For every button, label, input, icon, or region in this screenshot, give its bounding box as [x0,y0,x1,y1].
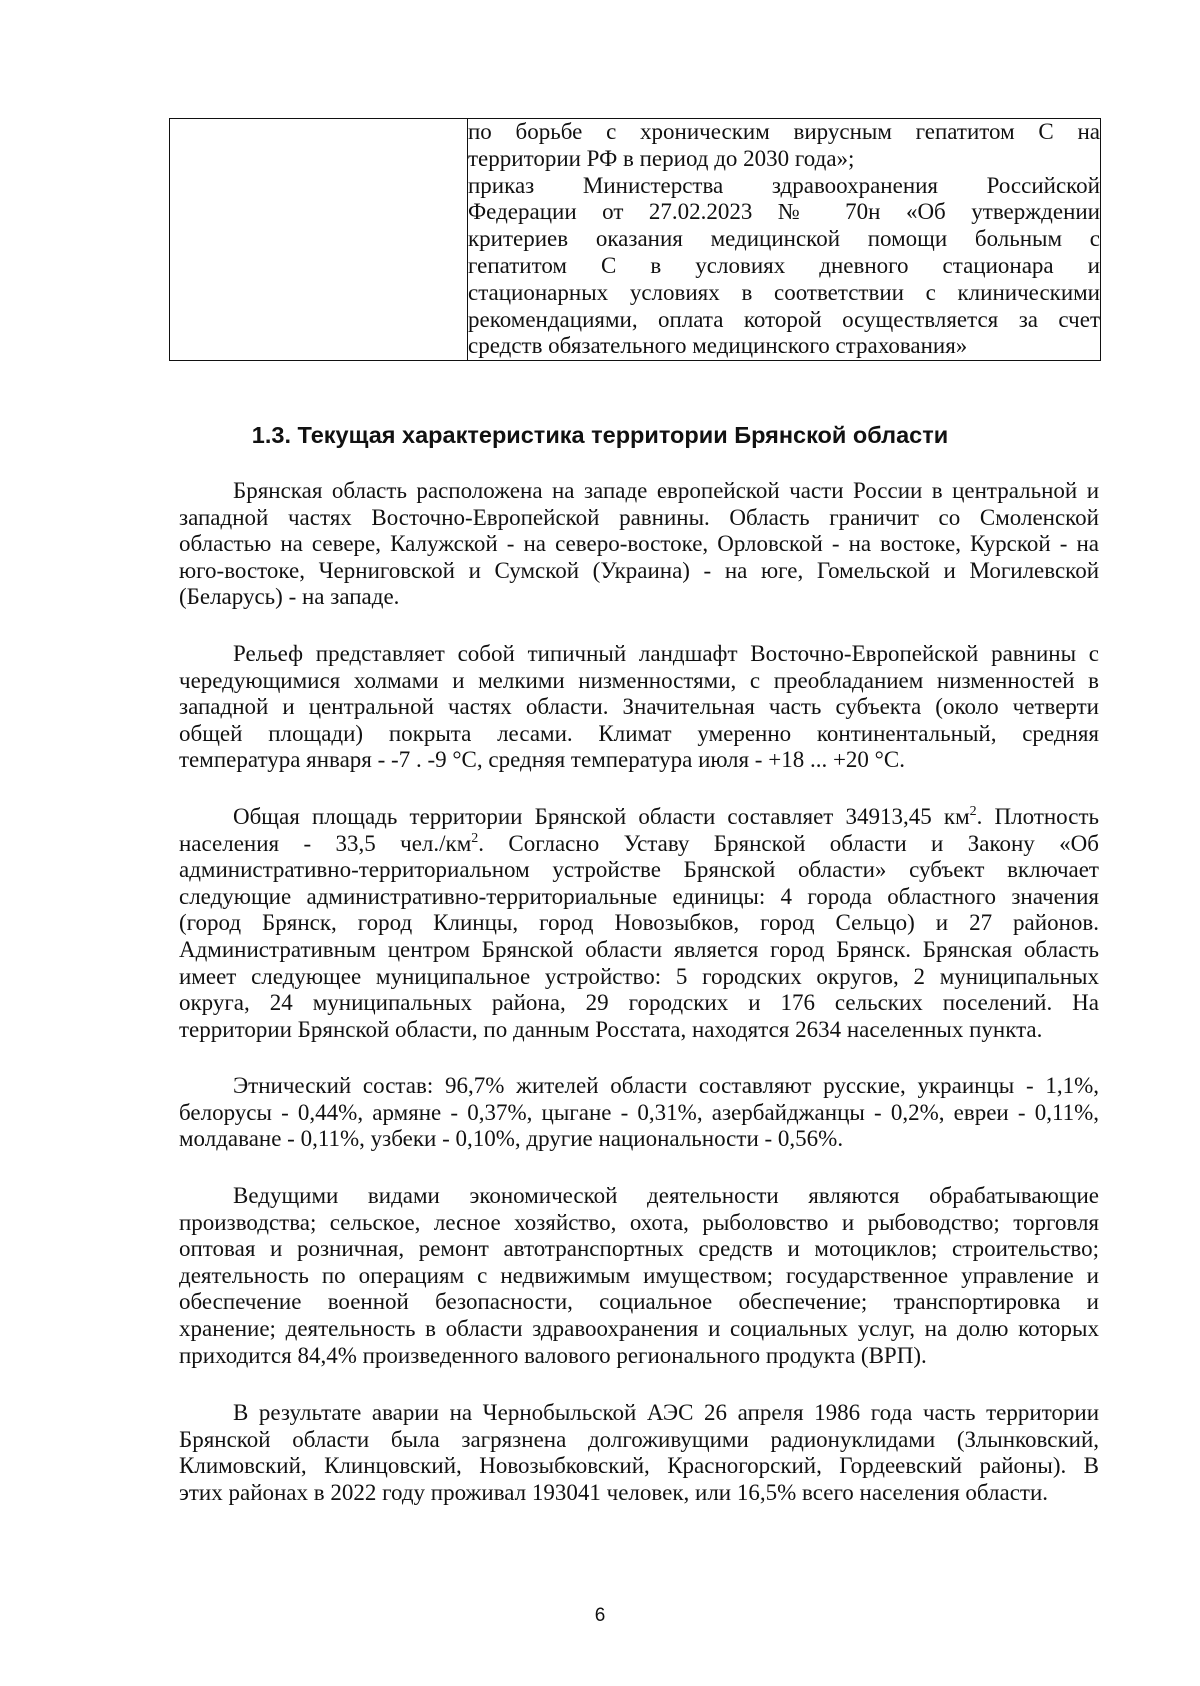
text-line: производства; сельское, лесное хозяйство, охота, рыболовство и рыбоводство; торговля [179,1209,1099,1235]
paragraph-ethnic [179,1073,1099,1153]
text-line: округа, 24 муниципальных района, 29 городских и 176 сельских поселений. На [179,990,1099,1016]
text-line: этих районах в 2022 году проживал 193041 человек, или 16,5% всего населения области. [179,1479,1049,1505]
text-line: Рельеф представляет собой типичный ландшафт Восточно-Европейской равнины с [233,641,1099,666]
text-line: западной частях Восточно-Европейской равнины. Область граничит со Смоленской [179,504,1099,530]
text-line: следующие административно-территориальные единицы: 4 города областного значения [179,883,1099,909]
text-line: западной и центральной частях области. Значительная часть субъекта (около четверти [179,694,1099,720]
text-line: температура января - -7 . -9 °С, средняя температура июля - +18 ... +20 °С. [179,747,905,773]
text-line: молдаване - 0,11%, узбеки - 0,10%, другие национальности - 0,56%. [179,1126,844,1152]
paragraph-economy [179,1183,1099,1369]
superscript: 2 [471,830,479,846]
text-line: (Беларусь) - на западе. [179,584,400,610]
text-line: общей площади) покрыта лесами. Климат умеренно континентальный, средняя [179,720,1099,746]
text-line: Административным центром Брянской области является город Брянск. Брянская область [179,936,1099,962]
section-title: 1.3. Текущая характеристика территории Брянской области [251,422,949,448]
text-line: оптовая и розничная, ремонт автотранспортных средств и мотоциклов; строительство; [179,1236,1099,1262]
table-text-line: критериев оказания медицинской помощи больным с [468,226,1100,252]
text-line: территории Брянской области, по данным Росстата, находятся 2634 населенных пункта. [179,1016,1043,1042]
text-line: приходится 84,4% произведенного валового регионального продукта (ВРП). [179,1342,927,1368]
page-number: 6 [594,1605,606,1626]
table-cell-right [468,119,1101,361]
text-span: . Согласно Уставу Брянской области и Закону «Об [478,830,1099,856]
text-line: Брянской области была загрязнена долгоживущими радионуклидами (Злынковский, [179,1426,1099,1452]
table-text-line: рекомендациями, оплата которой осуществляется за счет [468,306,1100,332]
paragraph-location [179,478,1099,611]
paragraph-chernobyl [179,1400,1099,1506]
text-line: В результате аварии на Чернобыльской АЭС 26 апреля 1986 года часть территории [233,1400,1099,1425]
table-text-line: гепатитом С в условиях дневного стационара и [468,252,1100,278]
text-line: хранение; деятельность в области здравоохранения и социальных услуг, на долю которых [179,1315,1099,1341]
text-line: белорусы - 0,44%, армяне - 0,37%, цыгане - 0,31%, азербайджанцы - 0,2%, евреи - 0,11%, [179,1099,1099,1125]
table-text-line: стационарных условиях в соответствии с клиническими [468,279,1100,305]
text-line: юго-востоке, Черниговской и Сумской (Украина) - на юге, Гомельской и Могилевской [179,557,1099,583]
text-line: административно-территориальном устройстве Брянской области» субъект включает [179,857,1099,883]
text-line: Климовский, Клинцовский, Новозыбковский, Красногорский, Гордеевский районы). В [179,1453,1099,1479]
text-line: (город Брянск, город Клинцы, город Новозыбков, город Сельцо) и 27 районов. [179,910,1099,936]
text-line: Ведущими видами экономической деятельности являются обрабатывающие [233,1183,1099,1208]
text-line: чередующимися холмами и мелкими низменностями, с преобладанием низменностей в [179,667,1099,693]
text-line: областью на севере, Калужской - на северо-востоке, Орловской - на востоке, Курской - на [179,531,1099,557]
continuation-table [169,118,1101,361]
paragraph-relief [179,641,1099,774]
superscript: 2 [969,804,977,819]
table-cell-left [170,119,468,361]
table-row [170,119,1101,361]
table-text-line: средств обязательного медицинского страхования» [468,333,968,359]
table-text-line: по борьбе с хроническим вирусным гепатитом С на [468,119,1100,144]
text-span: Общая площадь территории Брянской области составляет 34913,45 км [233,804,970,829]
text-span: населения - 33,5 чел./км [179,830,472,856]
text-line: обеспечение военной безопасности, социальное обеспечение; транспортировка и [179,1289,1099,1315]
text-line: Брянская область расположена на западе европейской части России в центральной и [233,478,1099,503]
text-line: Этнический состав: 96,7% жителей области составляют русские, украинцы - 1,1%, [233,1073,1099,1098]
text-line: деятельность по операциям с недвижимым имуществом; государственное управление и [179,1262,1099,1288]
text-line: имеет следующее муниципальное устройство: 5 городских округов, 2 муниципальных [179,963,1099,989]
text-span: . Плотность [976,804,1099,829]
table-text-line: территории РФ в период до 2030 года»; [468,145,855,171]
paragraph-area [179,804,1099,1043]
text-line [179,831,1099,858]
text-line [179,804,1099,831]
table-text-line: Федерации от 27.02.2023 № 70н «Об утверждении [468,199,1100,225]
table-text-line: приказ Министерства здравоохранения Российской [468,172,1100,198]
